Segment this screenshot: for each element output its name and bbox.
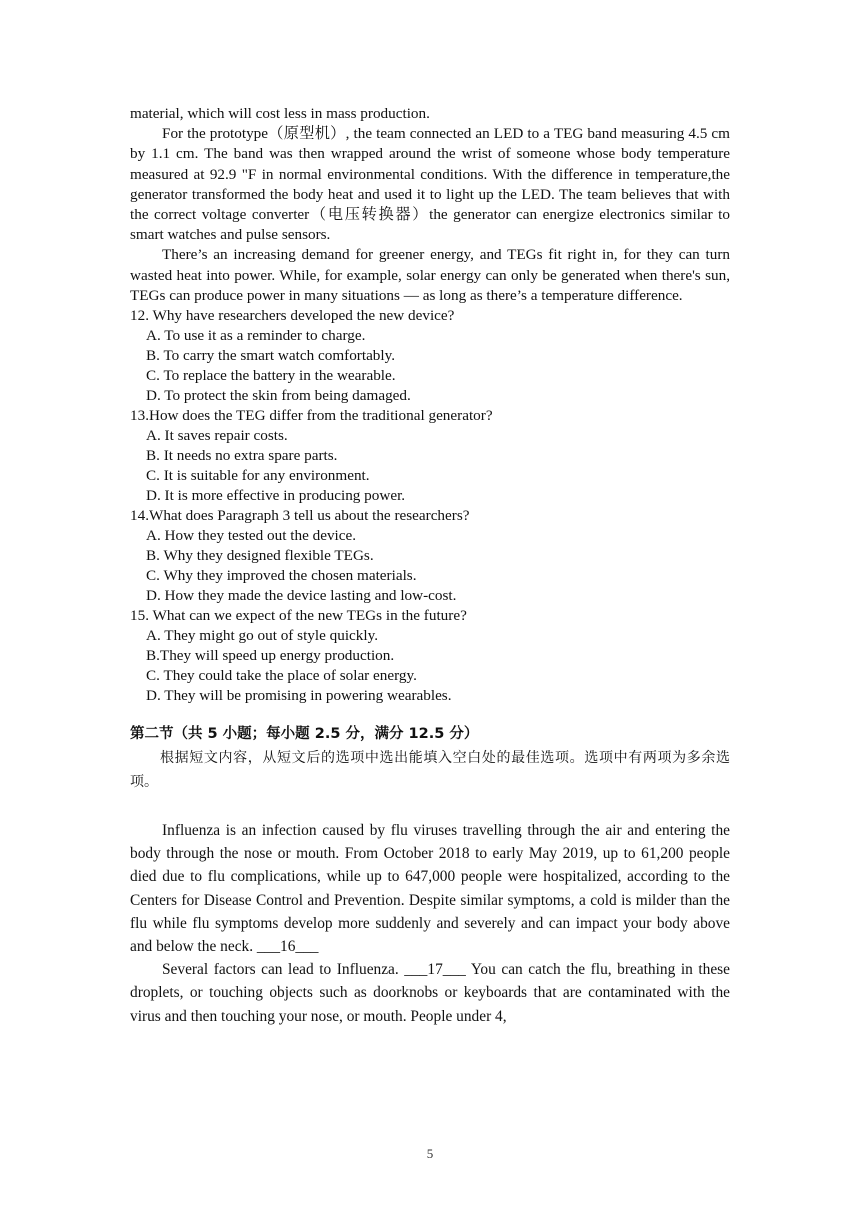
section-title: 第二节（共 5 小题；每小题 2.5 分，满分 12.5 分）	[130, 726, 479, 743]
passage1-paragraph-greener-energy: There’s an increasing demand for greener energy, and TEGs fit right in, for they can turn wasted heat into power. While, for example, solar energy can only be generated when there's sun, TEGs can produce power in many situations — as long as there’s a temperature difference.	[130, 246, 730, 304]
option-a: A. How they tested out the device.	[146, 527, 357, 545]
option-d: D. To protect the skin from being damaged.	[146, 387, 411, 405]
option-c: C. Why they improved the chosen materials.	[146, 567, 417, 585]
option-b: B.They will speed up energy production.	[146, 647, 395, 665]
passage1-fragment: material, which will cost less in mass production.	[130, 105, 430, 122]
question-13	[130, 406, 730, 506]
question-stem: 15. What can we expect of the new TEGs in the future?	[130, 607, 467, 625]
option-d: D. They will be promising in powering wearables.	[146, 687, 452, 705]
option-d: D. How they made the device lasting and low-cost.	[146, 587, 457, 605]
option-b: B. It needs no extra spare parts.	[146, 447, 338, 465]
question-14	[130, 506, 730, 606]
passage2-paragraph-influenza: Influenza is an infection caused by flu viruses travelling through the air and entering the body through the nose or mouth. From October 2018 to early May 2019, up to 61,200 people died due to flu complications, while up to 647,000 people were hospitalized, according to the Centers for Disease Control and Prevention. Despite similar symptoms, a cold is milder than the flu while flu symptoms develop more suddenly and severely and can impact your body above and below the neck. ___16___	[130, 822, 730, 956]
question-stem: 13.How does the TEG differ from the traditional generator?	[130, 407, 493, 425]
passage2-paragraph-factors: Several factors can lead to Influenza. ___17___ You can catch the flu, breathing in these droplets, or touching objects such as doorknobs or keyboards that are contaminated with the virus and then touching your nose, or mouth. People under 4,	[130, 961, 730, 1025]
question-stem: 14.What does Paragraph 3 tell us about the researchers?	[130, 507, 470, 525]
option-c: C. To replace the battery in the wearable.	[146, 367, 396, 385]
option-a: A. To use it as a reminder to charge.	[146, 327, 366, 345]
option-c: C. It is suitable for any environment.	[146, 467, 370, 485]
question-stem: 12. Why have researchers developed the new device?	[130, 307, 455, 325]
option-c: C. They could take the place of solar energy.	[146, 667, 417, 685]
option-b: B. To carry the smart watch comfortably.	[146, 347, 396, 365]
passage1-paragraph-prototype: For the prototype（原型机）, the team connected an LED to a TEG band measuring 4.5 cm by 1.1 cm. The band was then wrapped around the wrist of someone whose body temperature measured at 92.9 "F in normal environmental conditions. With the difference in temperature,the generator transformed the body heat and used it to light up the LED. The team believes that with the correct voltage converter（电压转换器）the generator can energize electronics similar to smart watches and pulse sensors.	[130, 125, 730, 244]
question-15	[130, 606, 730, 706]
question-12	[130, 306, 730, 406]
page-number: 5	[426, 1146, 434, 1161]
option-a: A. It saves repair costs.	[146, 427, 288, 445]
option-d: D. It is more effective in producing power.	[146, 487, 406, 505]
option-a: A. They might go out of style quickly.	[146, 627, 379, 645]
section-instructions: 根据短文内容，从短文后的选项中选出能填入空白处的最佳选项。选项中有两项为多余选项。	[130, 750, 730, 791]
document-page	[130, 104, 730, 1028]
option-b: B. Why they designed flexible TEGs.	[146, 547, 374, 565]
spacer	[130, 794, 730, 819]
